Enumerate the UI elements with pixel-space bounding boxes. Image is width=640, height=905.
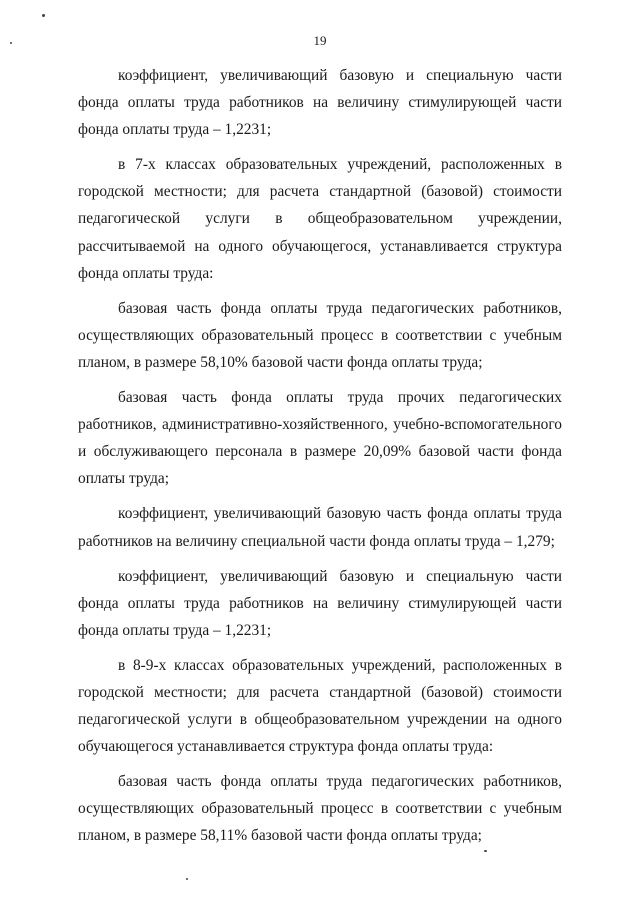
paragraph: в 7-х классах образовательных учреждений, расположенных в городской местности; для расчета стандартной (базовой) стоимости педагогической услуги в общеобразовательном учреждении, рассчитываемой на одного обучающегося, устанавливается структура фонда оплаты труда: [78, 156, 562, 282]
paragraph: коэффициент, увеличивающий базовую и специальную части фонда оплаты труда работников на величину стимулирующей части фонда оплаты труда – 1,2231; [78, 67, 562, 139]
page-number: 19 [313, 33, 327, 48]
paragraph: базовая часть фонда оплаты труда педагогических работников, осуществляющих образовательный процесс в соответствии с учебным планом, в размере 58,11% базовой части фонда оплаты труда; [78, 773, 562, 845]
paragraph: коэффициент, увеличивающий базовую часть фонда оплаты труда работников на величину специальной части фонда оплаты труда – 1,279; [78, 505, 562, 550]
document-body [78, 62, 562, 858]
scan-speck [186, 878, 188, 880]
paragraph: базовая часть фонда оплаты труда прочих педагогических работников, административно-хозяйственного, учебно-вспомогательного и обслуживающего персонала в размере 20,09% базовой части фонда оплаты труда; [78, 389, 562, 488]
paragraph: в 8-9-х классах образовательных учреждений, расположенных в городской местности; для расчета стандартной (базовой) стоимости педагогической услуги в общеобразовательном учреждении на одного обучающегося устанавливается структура фонда оплаты труда: [78, 656, 562, 756]
scan-speck [42, 14, 45, 17]
paragraph: коэффициент, увеличивающий базовую и специальную части фонда оплаты труда работников на величину стимулирующей части фонда оплаты труда – 1,2231; [78, 567, 562, 639]
paragraph: базовая часть фонда оплаты труда педагогических работников, осуществляющих образовательный процесс в соответствии с учебным планом, в размере 58,10% базовой части фонда оплаты труда; [78, 299, 562, 371]
